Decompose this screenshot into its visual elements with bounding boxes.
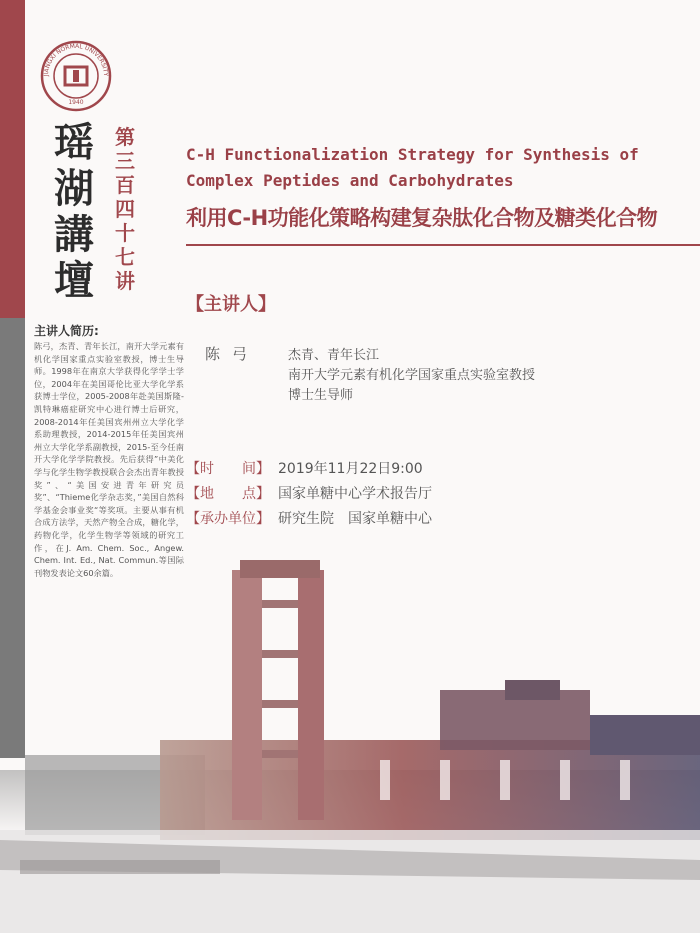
time-label: 【时 间】 [186,461,270,477]
place-row [186,483,432,503]
host-label: 【承办单位】 [186,511,270,527]
speaker-name: 陈弓 [205,345,260,363]
university-seal-icon [40,40,112,112]
host-value: 研究生院 国家单糖中心 [278,511,432,527]
host-row [186,508,432,528]
speaker-title-3: 博士生导师 [288,388,354,403]
talk-title-english: C-H Functionalization Strategy for Synthesis of Complex Peptides and Carbohydrates [186,145,639,190]
speaker-title-2: 南开大学元素有机化学国家重点实验室教授 [288,368,536,383]
seal-year: 1940 [68,99,84,106]
time-value: 2019年11月22日9:00 [278,461,423,477]
time-row [186,458,423,478]
bio-text: 陈弓，杰青、青年长江，南开大学元素有机化学国家重点实验室教授，博士生导师。1998年在南京大学获得化学学士学位，2004年在美国哥伦比亚大学化学系获博士学位，2005-2008年赴美国斯隆-凯特琳癌症研究中心进行博士后研究，2008-2014年任美国宾州州立大学化学系助理教授，2014-2015年任美国宾州州立大学化学系副教授，2015-至今任南开大学化学学院教授。先后获得”中美化学与化学生物学教授联合会杰出青年教授奖”、“美国安进青年研究员奖”、“Thieme化学杂志奖，”美国自然科学基金会事业奖“等奖项。主要从事有机合成方法学，天然产物全合成，糖化学，药物化学，化学生物学等领域的研究工作，在J. Am. Chem. Soc., Angew. Chem. Int. Ed., Nat. Commun.等国际刊物发表论文60余篇。 [34,341,184,578]
title-divider [186,244,700,246]
series-title: 瑶 湖 講 壇 [54,119,94,304]
speaker-title-1: 杰青、青年长江 [288,348,380,363]
bio-heading: 主讲人简历: [34,324,99,338]
lecture-number: 第 三 百 四 十 七 讲 [115,125,135,293]
place-label: 【地 点】 [186,486,270,502]
seal-ring-text: JIANGXI NORMAL UNIVERSITY [42,42,110,77]
place-value: 国家单糖中心学术报告厅 [278,486,432,502]
left-accent-band [0,0,25,318]
talk-title-chinese: 利用C-H功能化策略构建复杂肽化合物及糖类化合物 [186,206,658,230]
campus-building-illustration [0,540,700,933]
speaker-label: 【主讲人】 [186,294,276,315]
